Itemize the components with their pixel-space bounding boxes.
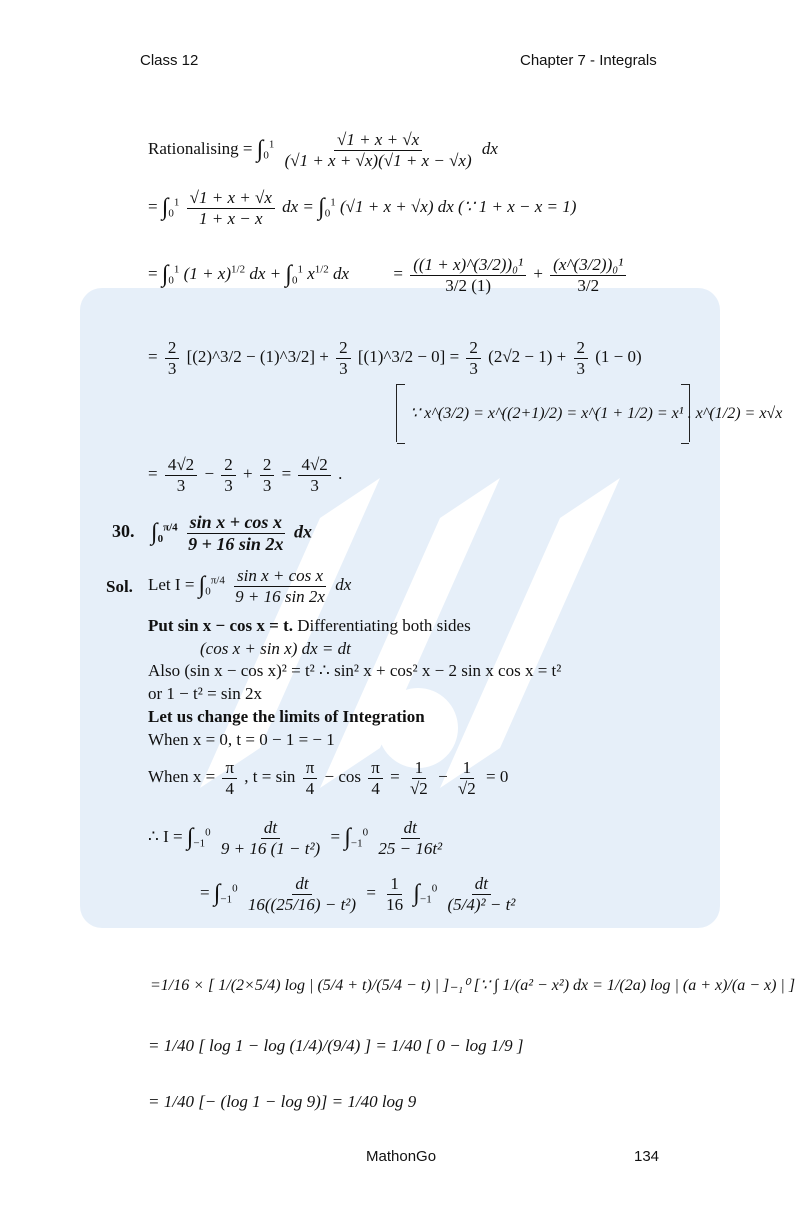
substitution-line [148, 616, 471, 636]
term: (1 − 0) [595, 346, 642, 366]
fraction-numerator: 4√2 [165, 455, 197, 476]
term: Let I = [148, 574, 195, 594]
fraction-numerator: π [368, 758, 383, 779]
fraction-denominator: 1 + x − x [199, 208, 263, 228]
also-line: Also (sin x − cos x)² = t² ∴ sin² x + cos² x − 2 sin x cos x = t² [148, 661, 562, 680]
fraction [232, 566, 328, 606]
fraction-denominator: (5/4)² − t² [447, 894, 516, 914]
fraction-denominator: 4 [225, 778, 234, 798]
term: − cos [324, 766, 362, 786]
integral-sign: ∫ [151, 519, 158, 546]
rationalising-label: Rationalising = [148, 138, 253, 158]
fraction [444, 874, 518, 914]
fraction-denominator: 3/2 (1) [445, 275, 492, 295]
fraction [221, 455, 236, 495]
integral-sign: ∫ [413, 880, 420, 907]
upper-limit: π/4 [163, 521, 178, 534]
integrand-text: (√1 + x + √x) dx (∵ 1 + x − x = 1) [339, 196, 577, 216]
term: = 0 [486, 766, 509, 786]
term: ∴ I = [148, 826, 183, 846]
question-30 [112, 512, 312, 554]
term: [(2)^3/2 − (1)^3/2] + [186, 346, 329, 366]
fraction-numerator: sin x + cos x [234, 566, 326, 587]
solution-label: Sol. [106, 577, 133, 596]
exponent: 1/2 [314, 263, 329, 276]
fraction [165, 455, 197, 495]
fraction-numerator: √1 + x + √x [187, 188, 275, 209]
fraction-numerator: sin x + cos x [187, 512, 285, 534]
fraction [303, 758, 318, 798]
when-zero-line: When x = 0, t = 0 − 1 = − 1 [148, 730, 335, 749]
fraction-denominator: 25 − 16t² [378, 838, 443, 858]
integral-sign: ∫ [161, 261, 169, 288]
fraction-numerator: √1 + x + √x [334, 130, 422, 151]
simplified-line: = $\int_0^1$ $\frac{√1 + x + √x}{1 + x - x}$ dx = $\int_0^1$ (√1 + x + √x) dx (∵ 1 + x − x = 1) [148, 188, 577, 228]
fraction [260, 455, 275, 495]
split-integral-line: = $\int_0^1$ $(1 + x)^{1/2}$ dx + $\int_0^1$ $x^{1/2}$ dx = $\frac{\text{((1 + x)\textasciicircum{}(3/2))₀¹}}{3/2 (1)}$ + $\frac{\text{(x\textasciicircum{}(3/2))₀¹}}{3/2}$ [148, 255, 629, 295]
fraction [410, 255, 526, 295]
fraction [298, 455, 330, 495]
fraction-numerator: 1 [460, 758, 475, 779]
fraction [165, 338, 180, 378]
dx-label: dx [335, 574, 352, 594]
let-i-line [148, 566, 351, 606]
fraction-denominator: 3 [224, 475, 233, 495]
fraction [407, 758, 431, 798]
fraction [574, 338, 589, 378]
integral-sign: ∫ [344, 824, 351, 851]
integral-sign: ∫ [198, 572, 206, 599]
substitution: Put sin x − cos x = t. [148, 616, 293, 635]
dx-label: dx [481, 138, 498, 158]
header-chapter: Chapter 7 - Integrals [520, 52, 657, 69]
fraction-denominator: 3 [167, 358, 177, 378]
term: = [390, 766, 400, 786]
fraction [383, 874, 406, 914]
question-number: 30. [112, 521, 135, 542]
fraction-numerator: 2 [336, 338, 351, 359]
fraction-denominator: 3 [339, 358, 348, 378]
term: dx + [249, 263, 282, 283]
log-simplify-line: = 1/40 [ log 1 − log (1/4)/(9/4) ] = 1/40 [ 0 − log 1/9 ] [148, 1036, 524, 1055]
fraction [455, 758, 479, 798]
differential-line: (cos x + sin x) dx = dt [200, 639, 351, 658]
fraction-numerator: π [222, 758, 237, 779]
fraction [466, 338, 481, 378]
fraction-numerator: 4√2 [298, 455, 330, 476]
dx-label: dx [333, 263, 350, 283]
exponent-note: ∵ x^(3/2) = x^((2+1)/2) = x^(1 + 1/2) = x¹ . x^(1/2) = x√x [410, 405, 783, 422]
term: , t = sin [244, 766, 296, 786]
integral-sign: ∫ [256, 136, 264, 163]
evaluation-line: = $\frac{2}{3}$ [(2)^3/2 − (1)^3/2] + $\frac{2}{3}$ [(1)^3/2 − 0] = $\frac{2}{3}$ (2√2 − 1) + $\frac{2}{3}$ (1 − 0) [148, 338, 642, 378]
fraction-numerator: 2 [574, 338, 589, 359]
fraction [550, 255, 626, 295]
fraction-denominator: 16((25/16) − t²) [247, 894, 357, 914]
fraction-denominator: (√1 + x + √x)(√1 + x − √x) [284, 150, 472, 170]
when-pi-line [148, 758, 508, 798]
fraction-numerator: 2 [221, 455, 236, 476]
integral-substitution-line: ∴ $I = \int_{-1}^0$ $\frac{dt}{\text{9 + 16 (1 − t²)}}$ = $\int_{-1}^0$ $\frac{dt}{\text{25 − 16t²}}$ [148, 818, 448, 858]
fraction-numerator: dt [292, 874, 311, 895]
fraction-denominator: 4 [371, 778, 380, 798]
fraction-denominator: 3 [262, 475, 272, 495]
fraction-denominator: 9 + 16 sin 2x [188, 533, 284, 554]
upper-limit: π/4 [210, 574, 225, 587]
term: [(1)^3/2 − 0] = [357, 346, 460, 366]
fraction-denominator: √2 [457, 778, 476, 798]
fraction [218, 818, 323, 858]
fraction-denominator: 3 [469, 358, 478, 378]
integral-sign: ∫ [285, 261, 292, 288]
fraction-numerator: dt [261, 818, 280, 839]
fraction-numerator: π [303, 758, 318, 779]
fraction-denominator: 3 [310, 475, 319, 495]
rationalising-line: Rationalising = $\int_0^1$ $\frac{√1 + x + √x}{(√1 + x + √x)(√1 + x - √x)}$ dx [148, 130, 498, 170]
fraction [185, 512, 286, 554]
limits-heading: Let us change the limits of Integration [148, 707, 425, 726]
fraction [375, 818, 445, 858]
dx-label: dx [293, 521, 312, 542]
term: When x = [148, 766, 216, 786]
integral-rewrite-line: = $\int_{-1}^0$ $\frac{dt}{\text{16((25/16) − t²)}}$ = $\frac{1}{16}$ $\int_{-1}^0$ $\frac{dt}{\text{(5/4)² − t²}}$ [200, 874, 521, 914]
integral-sign: ∫ [161, 194, 169, 221]
exponent: 1/2 [231, 263, 246, 276]
fraction [368, 758, 383, 798]
fraction-numerator: ((1 + x)^(3/2))₀¹ [410, 255, 526, 276]
fraction-numerator: 1 [387, 874, 402, 895]
or-line: or 1 − t² = sin 2x [148, 684, 262, 703]
fraction-numerator: dt [401, 818, 420, 839]
fraction-numerator: 1 [412, 758, 427, 779]
lower-limit: 0 [205, 585, 211, 598]
footer-brand: MathonGo [366, 1148, 437, 1165]
term: Differentiating both sides [297, 616, 471, 635]
final-answer-line: = 1/40 [− (log 1 − log 9)] = 1/40 log 9 [148, 1092, 417, 1111]
integral-sign: ∫ [213, 880, 221, 907]
term: (2√2 − 1) + [488, 346, 567, 366]
fraction [222, 758, 237, 798]
fraction-denominator: 3 [176, 475, 186, 495]
lower-limit: 0 [157, 532, 164, 545]
fraction-denominator: √2 [409, 778, 428, 798]
header-class: Class 12 [140, 52, 199, 69]
fraction-numerator: 2 [466, 338, 481, 359]
fraction [187, 188, 275, 228]
fraction-numerator: 2 [260, 455, 275, 476]
fraction-denominator: 9 + 16 (1 − t²) [220, 838, 321, 858]
term: − [438, 766, 448, 786]
fraction-numerator: 2 [165, 338, 180, 359]
log-result-line: =1/16 × [ 1/(2×5/4) log | (5/4 + t)/(5/4 − t) | ]₋₁⁰ [∵ ∫ 1/(a² − x²) dx = 1/(2a) log | (a + x)/(a − x) | ] [150, 977, 796, 994]
integral-sign: ∫ [186, 824, 194, 851]
fraction-numerator: dt [472, 874, 491, 895]
fraction-denominator: 9 + 16 sin 2x [235, 586, 325, 606]
term: 1/16 × [ 1/(2×5/4) log | (5/4 + t)/(5/4 − t) | ]₋₁⁰ [∵ ∫ 1/(a² − x²) dx = 1/(2a) log | (a + x)/(a − x) | ] [160, 977, 796, 994]
fraction-denominator: 4 [305, 778, 315, 798]
term: x [307, 263, 315, 283]
fraction-denominator: 3 [576, 358, 585, 378]
page-number: 134 [634, 1148, 660, 1165]
fraction [245, 874, 359, 914]
fraction [282, 130, 475, 170]
fraction-numerator: (x^(3/2))₀¹ [550, 255, 626, 276]
fraction [336, 338, 351, 378]
result-line: = $\frac{4√2}{3}$ − $\frac{2}{3}$ + $\frac{2}{3}$ = $\frac{4√2}{3}$ . [148, 455, 343, 495]
term: (1 + x) [183, 263, 232, 283]
dx-label: dx = [282, 196, 314, 216]
fraction-denominator: 16 [386, 894, 404, 914]
fraction-denominator: 3/2 [577, 275, 600, 295]
integral-sign: ∫ [318, 194, 325, 221]
